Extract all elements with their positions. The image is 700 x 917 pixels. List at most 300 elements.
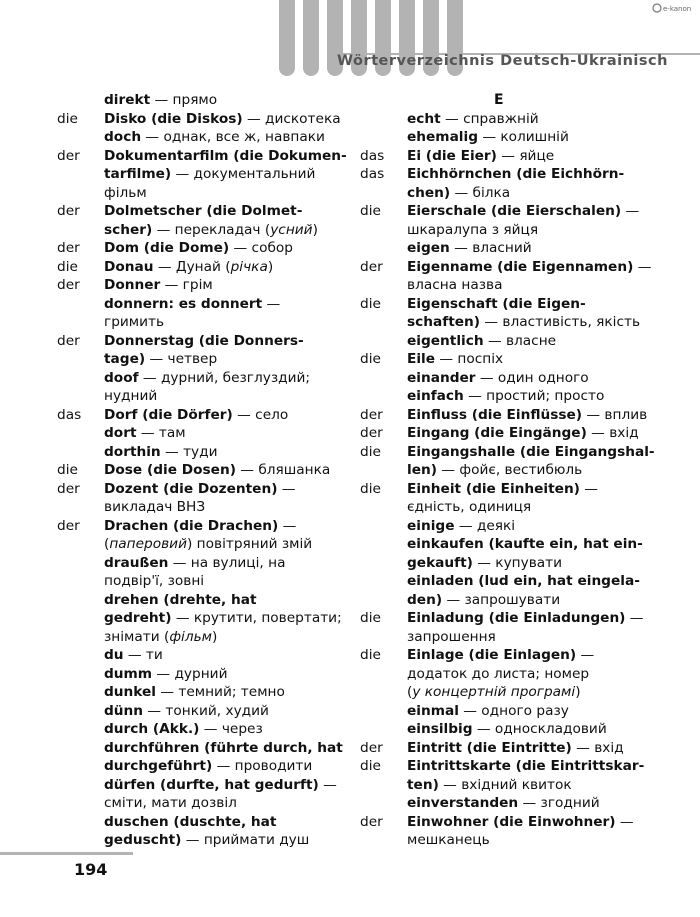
entry-body [104, 591, 347, 647]
translation-text: ) [211, 628, 218, 645]
translation-text: — справжній [440, 110, 539, 127]
translation-text: знімати ( [104, 628, 170, 645]
entry-body [104, 369, 347, 406]
translation-text: — [615, 813, 634, 830]
dictionary-entry [360, 757, 650, 794]
entry-line [407, 313, 650, 332]
headword: durchgeführt) [104, 758, 213, 774]
entry-line [104, 794, 347, 813]
translation-text: — купувати [472, 554, 563, 571]
entry-body [407, 406, 650, 425]
entry-body [407, 202, 650, 239]
entry-article: der [57, 147, 80, 164]
translation-text: — приймати душ [181, 832, 310, 848]
dictionary-entry [57, 369, 347, 406]
headword: Donnerstag (die Donners- [104, 332, 304, 349]
dictionary-entry [360, 202, 650, 239]
translation-text: — проводити [212, 758, 313, 774]
entry-article [57, 369, 104, 406]
note-text: у концертній програмі [412, 684, 576, 700]
entry-line [407, 202, 650, 221]
dictionary-entry [57, 258, 347, 277]
entry-article [57, 554, 104, 591]
dictionary-entry [57, 295, 347, 332]
headword: dunkel [104, 684, 156, 700]
dictionary-entry [360, 739, 650, 758]
headword: einsilbig [407, 721, 473, 737]
headword: Dokumentarfilm (die Dokumen- [104, 147, 347, 164]
headword: einkaufen (kaufte ein, hat ein- [407, 536, 643, 552]
entry-body [407, 535, 650, 572]
entry-body [104, 424, 347, 443]
headword: eigentlich [407, 332, 484, 349]
entry-article [57, 702, 104, 721]
entry-article: die [57, 258, 78, 275]
dictionary-entry [57, 480, 347, 517]
entry-line [104, 831, 347, 850]
translation-text: — [633, 258, 652, 275]
entry-body [104, 739, 347, 776]
entry-body [104, 665, 347, 684]
dictionary-entry [360, 165, 650, 202]
translation-text: — грім [160, 277, 213, 293]
translation-text: подвір'ї, зовні [104, 573, 205, 589]
dictionary-entry [57, 813, 347, 850]
entry-body [104, 202, 347, 239]
entry-line [104, 665, 347, 684]
entry-body [407, 702, 650, 721]
headword: Dolmetscher (die Dolmet- [104, 203, 303, 219]
entry-line [104, 332, 347, 351]
entry-line [407, 480, 650, 499]
header-tab [279, 0, 295, 76]
headword: Einfluss (die Einflüsse) [407, 406, 583, 423]
entry-body [104, 406, 347, 425]
entry-article [360, 794, 407, 813]
headword: gekauft) [407, 554, 473, 571]
entry-article: die [57, 110, 78, 127]
translation-text: — один одного [475, 369, 589, 386]
dictionary-entry [57, 461, 347, 480]
entry-article [360, 387, 407, 406]
entry-line [104, 276, 347, 295]
entry-line [407, 646, 650, 665]
entry-article: der [360, 258, 383, 275]
translation-text: ( [104, 536, 110, 552]
note-text: усний [270, 221, 313, 238]
translation-text: викладач ВНЗ [104, 499, 206, 515]
note-text: річка [230, 258, 268, 275]
entry-article [57, 128, 104, 147]
entry-article [57, 720, 104, 739]
dictionary-entry [57, 110, 347, 129]
entry-line [104, 165, 347, 184]
publisher-logo [652, 3, 696, 13]
translation-text: сміти, мати дозвіл [104, 795, 237, 811]
headword: doch [104, 129, 142, 145]
entry-body [407, 609, 650, 646]
headword: Eintritt (die Eintritte) [407, 739, 572, 756]
translation-text: — дурний, безглуздий; [138, 369, 310, 386]
entry-article [57, 813, 104, 850]
translation-text: — простий; просто [463, 388, 605, 404]
translation-text: — ти [123, 647, 163, 663]
entry-line [104, 646, 347, 665]
headword: gedreht) [104, 610, 172, 626]
headword: geduscht) [104, 832, 182, 848]
entry-article: der [57, 332, 80, 349]
entry-line [407, 517, 650, 536]
dictionary-entry [360, 480, 650, 517]
entry-line [104, 239, 347, 258]
entry-article: die [360, 758, 381, 774]
translation-text: ( [407, 684, 413, 700]
entry-line [407, 184, 650, 203]
entry-line [104, 202, 347, 221]
entry-line [407, 776, 650, 795]
entry-article: die [360, 647, 381, 663]
headword: schaften) [407, 314, 481, 330]
entry-article: der [57, 480, 80, 497]
entry-line [407, 665, 650, 684]
headword: doof [104, 369, 139, 386]
entry-body [104, 646, 347, 665]
headword: einladen (lud ein, hat eingela- [407, 573, 640, 589]
entry-body [407, 517, 650, 536]
entry-line [104, 517, 347, 536]
entry-body [407, 258, 651, 295]
dictionary-entry [360, 720, 650, 739]
entry-line [104, 110, 347, 129]
headword: Drachen (die Drachen) [104, 517, 279, 534]
headword: chen) [407, 184, 451, 201]
entry-line [104, 480, 347, 499]
entry-line [104, 424, 347, 443]
entry-article: die [360, 610, 381, 626]
dictionary-entry [57, 406, 347, 425]
entry-line [104, 702, 347, 721]
entry-article: der [360, 406, 383, 423]
headword: dorthin [104, 443, 161, 460]
headword: durchführen (führte durch, hat [104, 739, 343, 756]
translation-text: — дурний [152, 665, 228, 682]
dictionary-entry [360, 813, 650, 850]
translation-text: — власне [483, 332, 557, 349]
entry-line [104, 720, 347, 739]
entry-line [407, 147, 650, 166]
entry-article [57, 91, 104, 110]
headword: scher) [104, 221, 153, 238]
entry-body [407, 757, 650, 794]
entry-line [104, 350, 347, 369]
headword: den) [407, 591, 443, 608]
entry-line [104, 91, 347, 110]
page-header-title: Wörterverzeichnis Deutsch-Ukrainisch [337, 53, 668, 69]
entry-line [407, 350, 650, 369]
dictionary-entry [360, 443, 655, 480]
translation-text: — [621, 203, 640, 219]
entry-body [104, 147, 347, 203]
headword: Einladung (die Einladungen) [407, 610, 626, 626]
entry-line [104, 387, 347, 406]
dictionary-entry [360, 350, 650, 369]
dictionary-entry [360, 295, 650, 332]
headword: einander [407, 369, 476, 386]
dictionary-entry [57, 202, 347, 239]
translation-text: — туди [160, 443, 218, 460]
entry-body [407, 443, 655, 480]
headword: Eigenschaft (die Eigen- [407, 295, 586, 312]
entry-line [407, 794, 650, 813]
dictionary-entry [57, 91, 347, 110]
entry-article: die [360, 203, 381, 219]
translation-text: — односкладовий [472, 721, 607, 737]
entry-line [104, 443, 347, 462]
translation-text: — поспіх [435, 351, 504, 367]
translation-text: — однак, все ж, навпаки [141, 129, 325, 145]
translation-text: — село [232, 406, 289, 423]
translation-text: — колишній [478, 129, 569, 145]
entry-article: der [360, 739, 383, 756]
headword: Einlage (die Einlagen) [407, 647, 577, 663]
dictionary-entry [57, 517, 347, 554]
entry-body [104, 461, 347, 480]
translation-text: — перекладач ( [152, 221, 271, 238]
translation-text: — бляшанка [235, 462, 331, 478]
headword: einige [407, 517, 455, 534]
dictionary-entry [360, 424, 650, 443]
entry-line [407, 295, 650, 314]
headword: dürfen (durfte, hat gedurft) [104, 776, 319, 793]
entry-article [360, 702, 407, 721]
entry-article: die [57, 462, 78, 478]
entry-article: das [360, 147, 385, 164]
entry-line [407, 683, 650, 702]
translation-text: — згодний [518, 795, 600, 811]
entry-body [407, 387, 650, 406]
translation-text: ) повітряний змій [186, 536, 313, 552]
translation-text: мешканець [407, 832, 490, 848]
translation-text: — четвер [145, 351, 218, 367]
translation-text: запрошення [407, 628, 496, 645]
headword: Disko (die Diskos) [104, 110, 243, 127]
entry-line [407, 831, 650, 850]
entry-line [104, 461, 347, 480]
headword: ten) [407, 776, 439, 793]
note-text: фільм [169, 628, 212, 645]
entry-line [407, 498, 650, 517]
header-tab [303, 0, 319, 76]
entry-article [57, 591, 104, 647]
headword: Eichhörnchen (die Eichhörn- [407, 166, 625, 182]
logo-text: e-kanon [663, 5, 692, 13]
section-letter: E [494, 92, 504, 108]
entry-body [407, 128, 650, 147]
headword: Eintrittskarte (die Eintrittskar- [407, 758, 645, 774]
entry-line [104, 609, 347, 628]
entry-article: die [360, 443, 381, 460]
entry-line [407, 609, 650, 628]
entry-body [407, 239, 650, 258]
entry-line [407, 424, 650, 443]
entry-line [104, 128, 347, 147]
translation-text: — прямо [150, 92, 218, 108]
entry-article: die [360, 351, 381, 367]
headword: echt [407, 110, 441, 127]
headword: Einwohner (die Einwohner) [407, 813, 616, 830]
headword: einmal [407, 702, 459, 719]
translation-text: — Дунай ( [153, 258, 231, 275]
headword: einfach [407, 388, 464, 404]
dictionary-entry [360, 369, 650, 388]
dictionary-entry [57, 554, 347, 591]
entry-body [407, 332, 650, 351]
translation-text: власна назва [407, 277, 503, 293]
headword: Eile [407, 351, 436, 367]
entry-body [407, 646, 650, 702]
entry-line [104, 498, 347, 517]
headword: Eingangshalle (die Eingangshal- [407, 443, 655, 460]
headword: dünn [104, 702, 144, 719]
headword: Einheit (die Einheiten) [407, 480, 580, 497]
entry-line [104, 813, 347, 832]
headword: Dorf (die Dörfer) [104, 406, 233, 423]
translation-text: ) [312, 221, 318, 238]
headword: ehemalig [407, 129, 478, 145]
dictionary-entry [57, 276, 347, 295]
headword: drehen (drehte, hat [104, 591, 257, 608]
entry-line [104, 628, 347, 647]
dictionary-entry [57, 591, 347, 647]
dictionary-entry [360, 147, 650, 166]
entry-body [407, 369, 650, 388]
entry-body [407, 572, 650, 609]
translation-text: ) [575, 684, 581, 700]
entry-line [407, 221, 650, 240]
entry-body [104, 295, 347, 332]
entry-article [360, 572, 407, 609]
headword: draußen [104, 554, 169, 571]
translation-text: — через [199, 721, 263, 737]
dictionary-entry [360, 794, 650, 813]
entry-line [407, 535, 650, 554]
entry-line [104, 406, 347, 425]
translation-text: — вхід [571, 739, 624, 756]
translation-text: — вплив [582, 406, 648, 423]
translation-text: — [278, 517, 297, 534]
dictionary-entry [360, 258, 650, 295]
entry-article: der [360, 813, 383, 830]
entry-article: die [360, 480, 381, 497]
page-number: 194 [74, 860, 108, 879]
entry-line [104, 776, 347, 795]
entry-article [57, 665, 104, 684]
dictionary-entry [57, 443, 347, 462]
translation-text: фільм [104, 184, 147, 201]
column-right [360, 91, 655, 850]
headword: eigen [407, 240, 450, 256]
entry-body [104, 720, 347, 739]
dictionary-entry [57, 239, 347, 258]
headword: Ei (die Eier) [407, 147, 497, 164]
translation-text: нудний [104, 388, 158, 404]
entry-article [360, 239, 407, 258]
entry-line [104, 295, 347, 314]
translation-text: — [576, 647, 595, 663]
entry-body [407, 147, 650, 166]
translation-text: — там [136, 425, 186, 441]
translation-text: — [318, 776, 337, 793]
entry-body [104, 239, 347, 258]
translation-text: — крутити, повертати; [171, 610, 342, 626]
entry-article: der [57, 517, 80, 534]
entry-line [104, 221, 347, 240]
footer-rule [0, 852, 133, 855]
headword: Dose (die Dosen) [104, 462, 236, 478]
translation-text: — яйце [496, 147, 555, 164]
entry-line [407, 369, 650, 388]
dictionary-entry [57, 776, 347, 813]
entry-line [407, 739, 650, 758]
entry-article [57, 683, 104, 702]
entry-body [104, 128, 347, 147]
entry-line [407, 239, 650, 258]
entry-article [360, 128, 407, 147]
translation-text: ) [267, 258, 274, 275]
translation-text: — темний; темно [156, 684, 285, 700]
dictionary-entry [360, 572, 650, 609]
entry-article [360, 332, 407, 351]
dictionary-entry [57, 739, 347, 776]
translation-text: — власний [449, 240, 532, 256]
translation-text: — [579, 480, 598, 497]
entry-line [407, 332, 650, 351]
entry-body [407, 350, 650, 369]
translation-text: — вхід [586, 425, 639, 441]
dictionary-entry [57, 424, 347, 443]
headword: Eigenname (die Eigennamen) [407, 258, 634, 275]
entry-article: der [57, 277, 80, 293]
entry-article: das [360, 166, 385, 182]
entry-article [360, 110, 407, 129]
entry-body [407, 813, 650, 850]
entry-article [57, 295, 104, 332]
entry-line [104, 591, 347, 610]
translation-text: — деякі [454, 517, 516, 534]
entry-article: der [360, 425, 383, 441]
entry-article [360, 369, 407, 388]
headword: len) [407, 462, 437, 478]
headword: Dom (die Dome) [104, 240, 230, 256]
entry-body [407, 165, 650, 202]
entry-body [104, 702, 347, 721]
headword: duschen (duschte, hat [104, 813, 277, 830]
entry-body [104, 554, 347, 591]
entry-article [57, 646, 104, 665]
entry-line [407, 572, 650, 591]
dictionary-entry [360, 387, 650, 406]
translation-text: єдність, одиниця [407, 499, 532, 515]
entry-line [104, 184, 347, 203]
headword: du [104, 647, 124, 663]
entry-line [407, 757, 650, 776]
headword: Eierschale (die Eierschalen) [407, 203, 622, 219]
entry-body [104, 443, 347, 462]
entry-article: der [57, 203, 80, 219]
entry-line [104, 683, 347, 702]
headword: Eingang (die Eingänge) [407, 425, 587, 441]
entry-line [407, 554, 650, 573]
